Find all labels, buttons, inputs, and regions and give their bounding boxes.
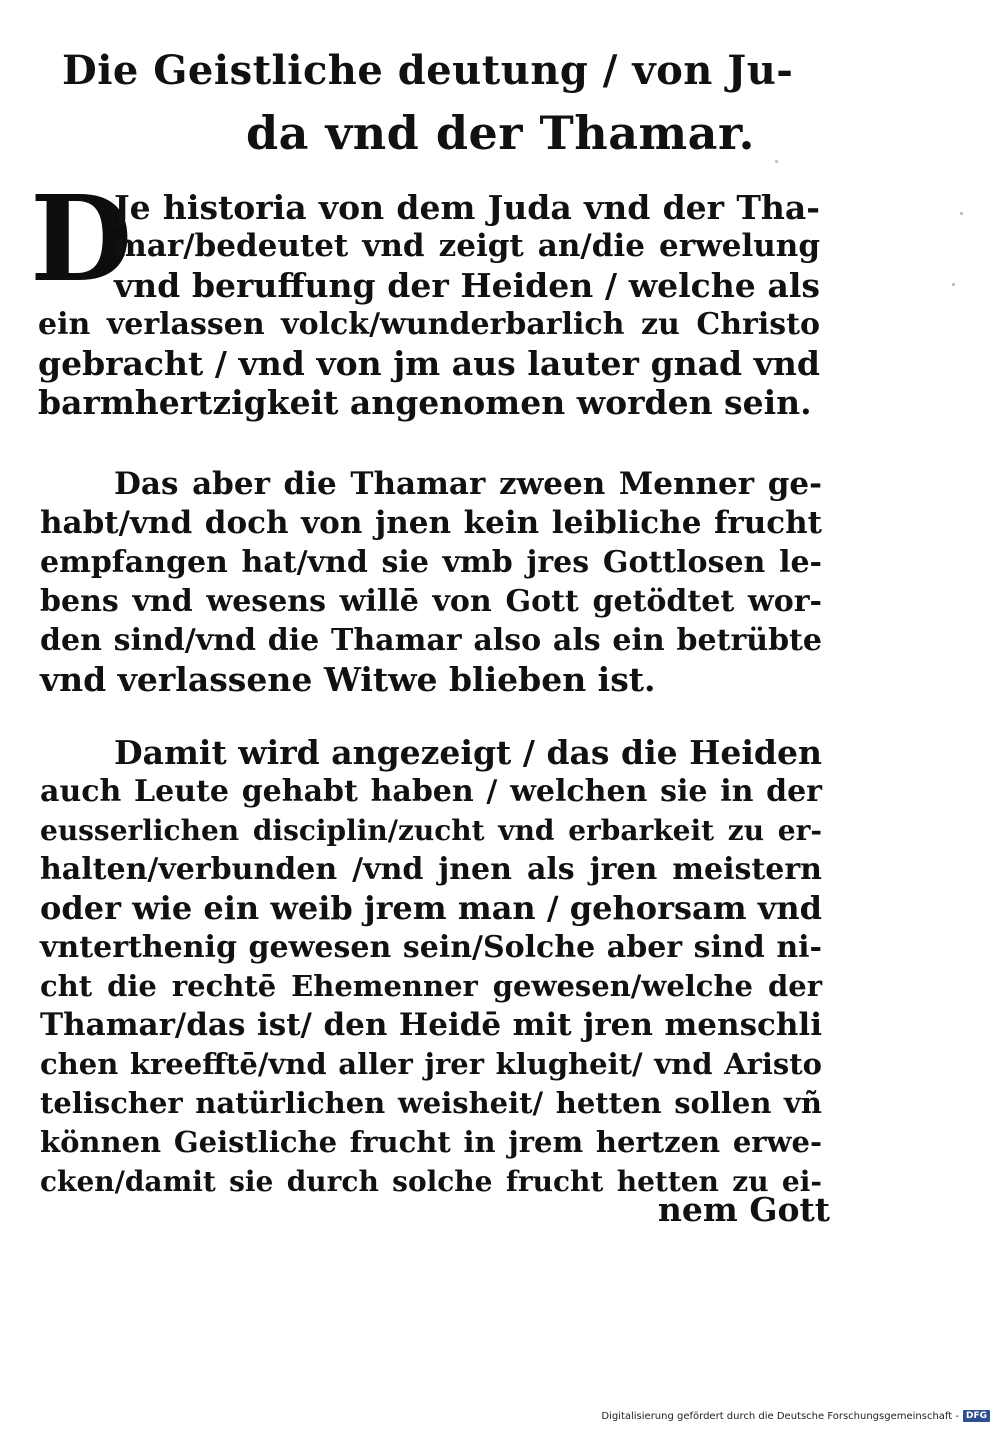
text-line: gebracht / vnd von jm aus lauter gnad vnd [38,344,820,383]
text-line: halten/verbunden /vnd jnen als jren meistern [40,852,822,887]
paragraph-2 [40,465,822,699]
text-line: den sind/vnd die Thamar also als ein betrübte [40,623,822,658]
text-line: bens vnd wesens willē von Gott getödtet wor- [40,584,822,619]
text-line: Das aber die Thamar zween Menner ge- [114,466,822,502]
text-line: habt/vnd doch von jnen kein leibliche frucht [40,505,822,541]
scan-speck [775,160,778,163]
text-line: ein verlassen volck/wunderbarlich zu Christo [38,307,820,342]
text-line: Damit wird angezeigt / das die Heiden [114,733,822,772]
page-title [62,40,802,164]
text-line: cht die rechtē Ehemenner gewesen/welche der [40,969,822,1003]
text-line: telischer natürlichen weisheit/ hetten sollen vñ [40,1086,822,1120]
credit-text: Digitalisierung gefördert durch die Deutsche Forschungsgemeinschaft - [601,1410,959,1422]
dfg-logo: DFG [963,1410,990,1422]
text-line: auch Leute gehabt haben / welchen sie in der [40,774,822,809]
paragraph-1 [38,188,820,422]
text-line: barmhertzigkeit angenomen worden sein. [38,383,812,422]
text-line: chen kreefftē/vnd aller jrer klugheit/ vnd Aristo [40,1047,822,1081]
text-line: empfangen hat/vnd sie vmb jres Gottlosen le- [40,545,822,580]
text-line: oder wie ein weib jrem man / gehorsam vnd [40,889,822,927]
digitization-credit [601,1410,990,1422]
paragraph-3 [40,733,822,1201]
decorated-initial: D [30,169,133,308]
text-line: Thamar/das ist/ den Heidē mit jren menschli [40,1007,822,1043]
scan-speck [952,283,955,286]
text-line: eusserlichen disciplin/zucht vnd erbarkeit zu er- [40,814,822,847]
text-line: Je historia von dem Juda vnd der Tha- [114,188,820,227]
text-line: vnd verlassene Witwe blieben ist. [40,660,656,699]
title-line-1: Die Geistliche deutung / von Ju- [62,47,794,94]
text-line: mar/bedeutet vnd zeigt an/die erwelung [114,228,820,264]
text-line: können Geistliche frucht in jrem hertzen erwe- [40,1125,822,1159]
title-line-2: da vnd der Thamar. [246,106,756,160]
text-line: vnd beruffung der Heiden / welche als [114,266,820,305]
catchword: nem Gott [657,1190,830,1229]
text-line: vnterthenig gewesen sein/Solche aber sind ni- [40,930,822,965]
text-line: cken/damit sie durch solche frucht hetten zu ei- [40,1165,822,1198]
scan-speck [960,212,963,215]
